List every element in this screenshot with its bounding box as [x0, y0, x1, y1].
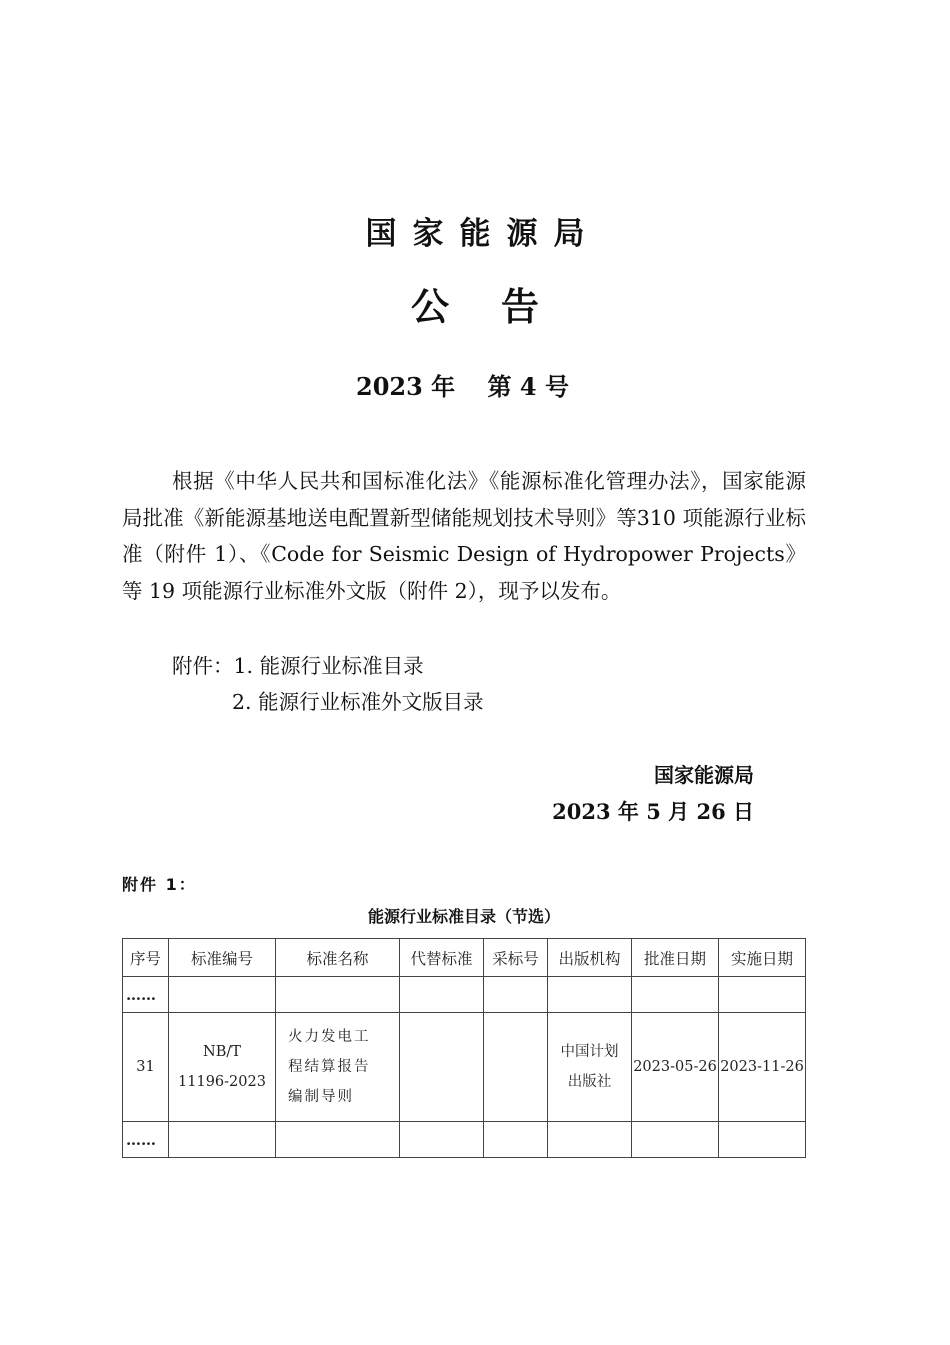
annex-table-title: 能源行业标准目录（节选） [367, 907, 560, 926]
col-header: 实施日期 [719, 939, 806, 977]
document-type-title: 公告 [410, 285, 591, 329]
col-header: 出版机构 [548, 939, 632, 977]
document-number: 2023 年 第 4 号 [356, 372, 569, 401]
table-row [123, 1013, 806, 1122]
col-header: 标准名称 [276, 939, 400, 977]
ellipsis-cell: …… [123, 977, 169, 1013]
attachment-line-1: 附件：1. 能源行业标准目录 [172, 654, 424, 678]
attachment-line-2: 2. 能源行业标准外文版目录 [232, 690, 484, 714]
col-header: 标准编号 [169, 939, 276, 977]
ellipsis-cell: …… [123, 1122, 169, 1158]
table-row-ellipsis [123, 977, 806, 1013]
table-header-row [123, 939, 806, 977]
col-header: 代替标准 [400, 939, 484, 977]
standards-table [122, 938, 806, 1158]
signature-org: 国家能源局 [654, 763, 754, 787]
cell-approved: 2023-05-26 [632, 1013, 719, 1122]
announcement-body [122, 463, 806, 609]
main-paragraph: 根据《中华人民共和国标准化法》《能源标准化管理办法》，国家能源局批准《新能源基地送电配置新型储能规划技术导则》等310 项能源行业标准（附件 1）、《Code for Seismic Design of Hydropower Projects》等 19 项能源行业标准外文版（附件 2），现予以发布。 [122, 469, 806, 603]
cell-seq: 31 [123, 1013, 169, 1122]
cell-name: 火力发电工 程结算报告 编制导则 [276, 1013, 400, 1122]
col-header: 采标号 [484, 939, 548, 977]
cell-replaces [400, 1013, 484, 1122]
cell-publisher: 中国计划 出版社 [548, 1013, 632, 1122]
col-header: 批准日期 [632, 939, 719, 977]
table-row-ellipsis [123, 1122, 806, 1158]
cell-effective: 2023-11-26 [719, 1013, 806, 1122]
annex-label: 附件 1： [122, 875, 197, 894]
issuer-title: 国家能源局 [365, 216, 601, 252]
cell-adopted [484, 1013, 548, 1122]
cell-code: NB/T 11196-2023 [169, 1013, 276, 1122]
col-header: 序号 [123, 939, 169, 977]
signature-date: 2023 年 5 月 26 日 [552, 799, 754, 824]
